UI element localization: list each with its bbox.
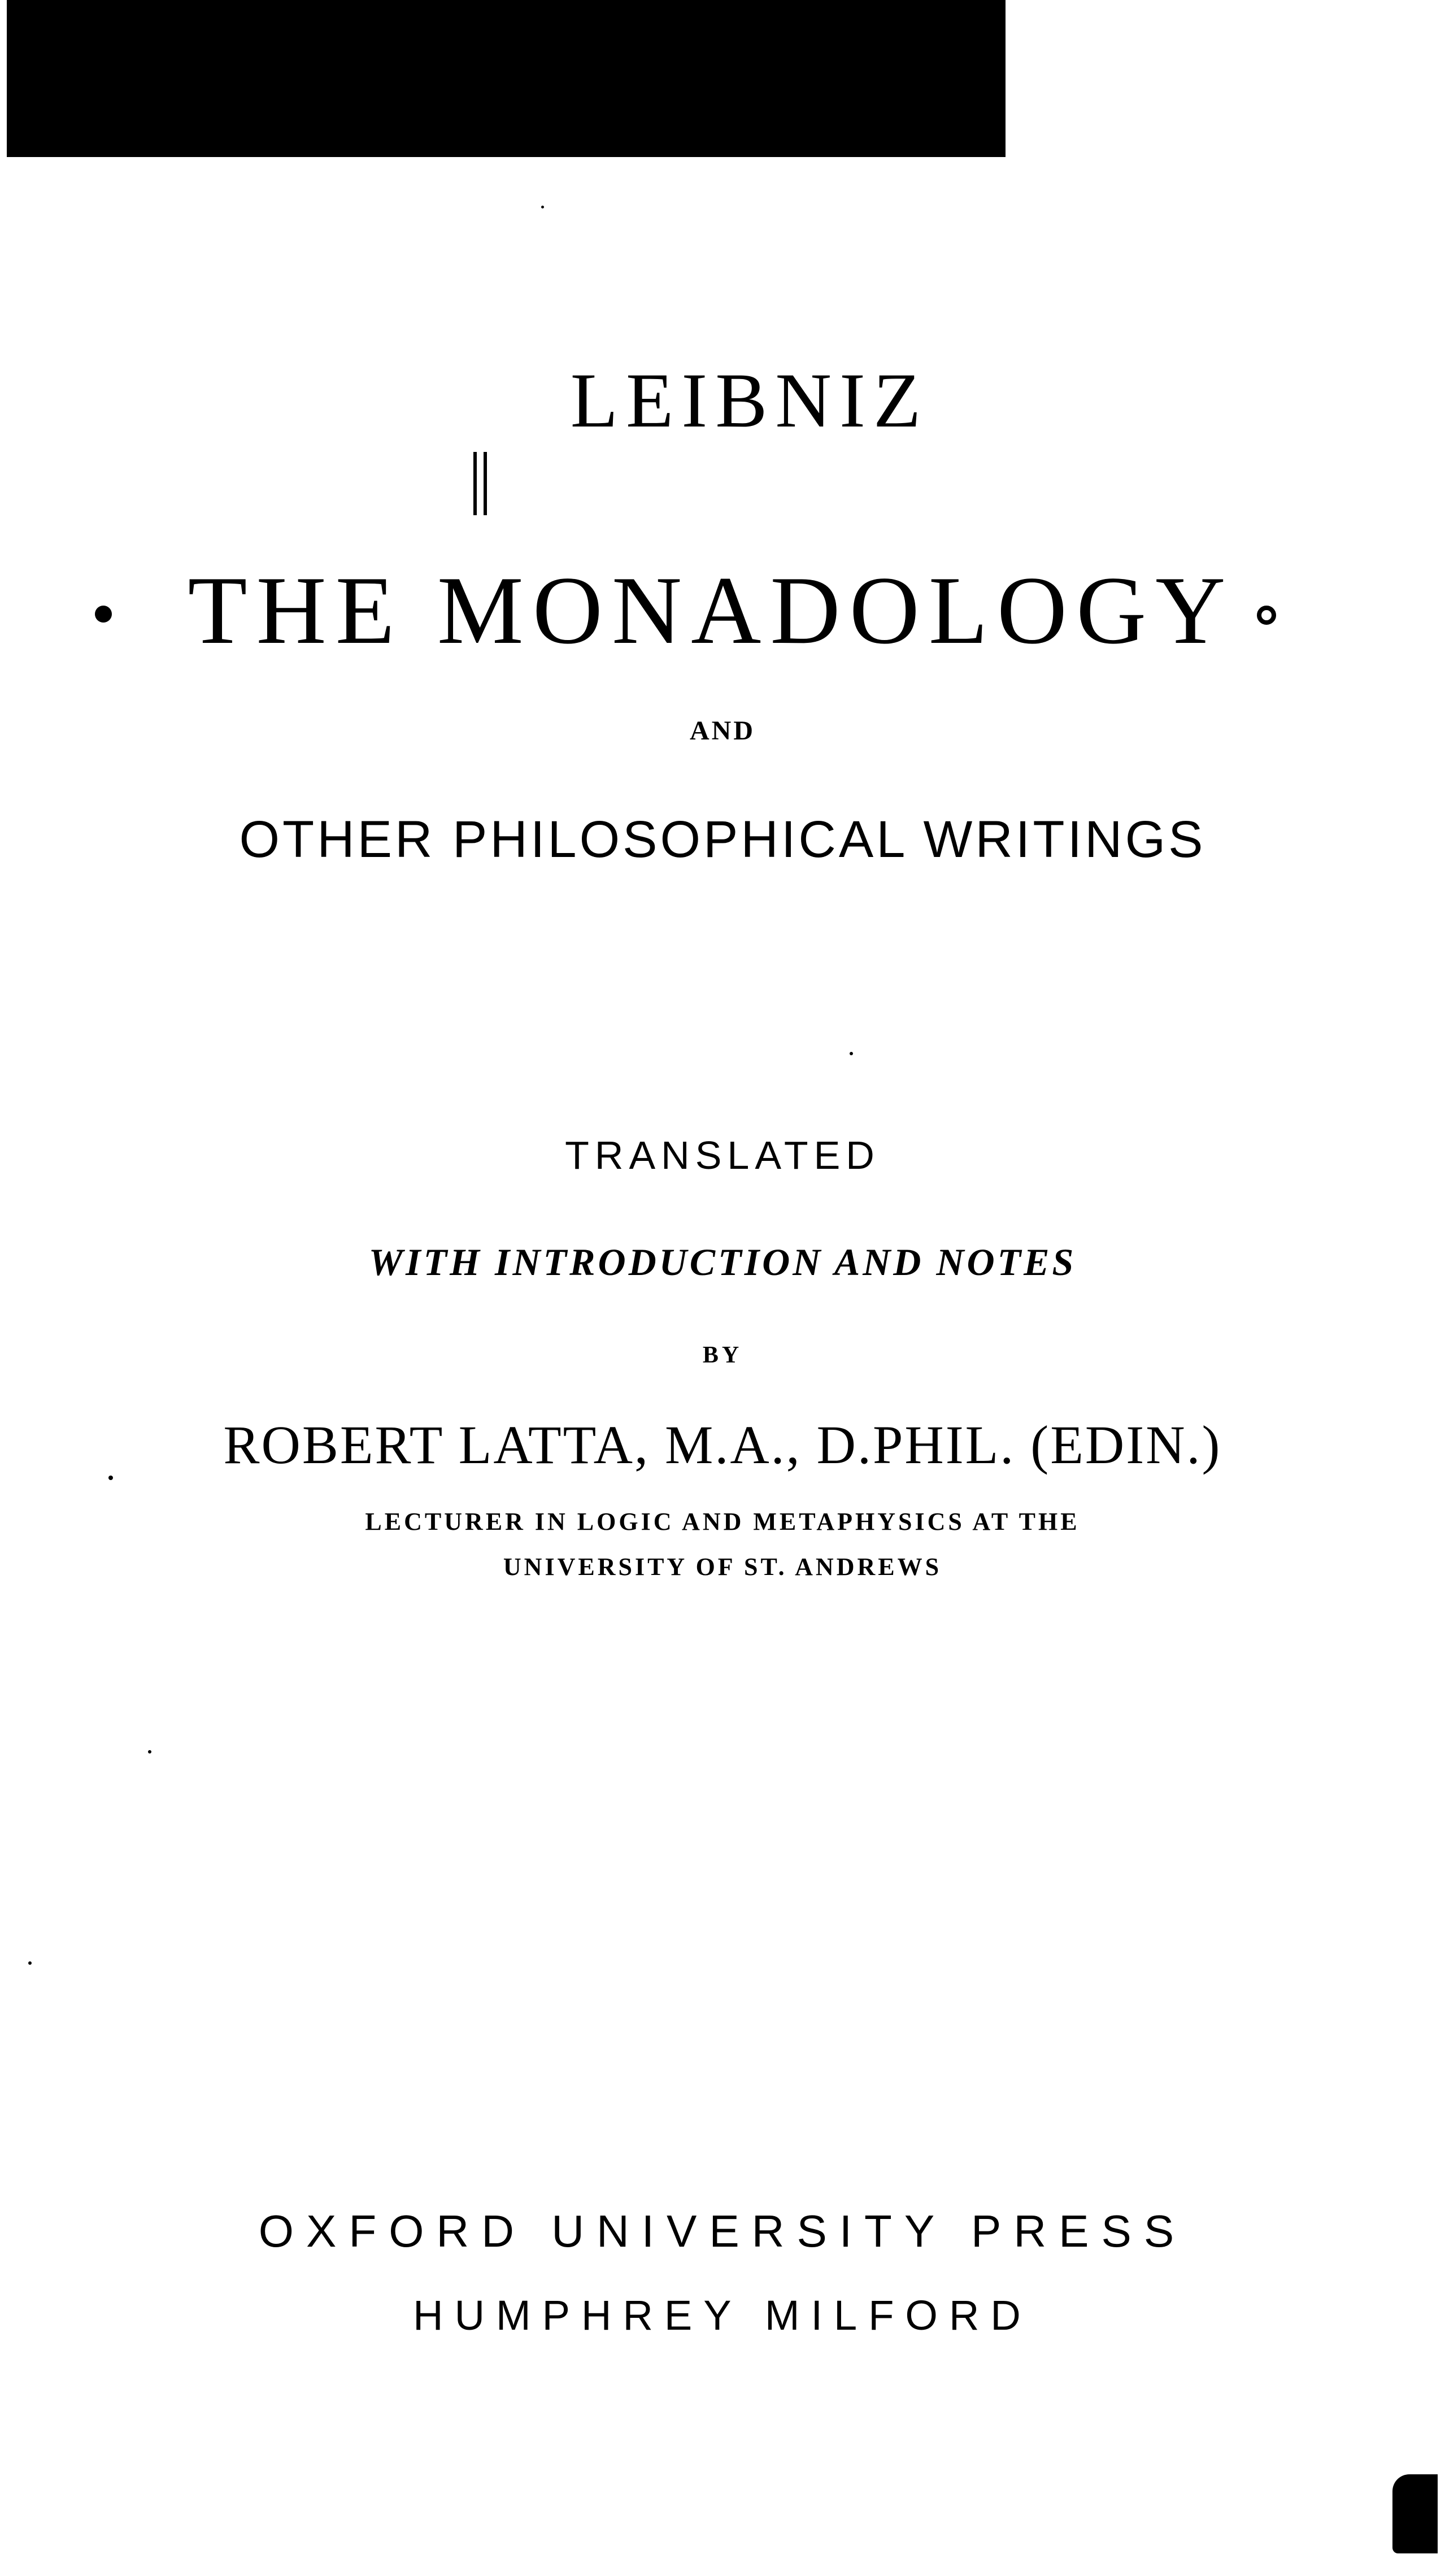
bullet-right-icon [1257, 606, 1276, 625]
speck [28, 1961, 32, 1965]
speck [108, 1476, 113, 1480]
conjunction: AND [690, 716, 755, 746]
shelf-mark [473, 452, 488, 515]
by-label: BY [702, 1342, 743, 1368]
book-subtitle: OTHER PHILOSOPHICAL WRITINGS [239, 811, 1206, 868]
publisher: OXFORD UNIVERSITY PRESS [258, 2206, 1187, 2256]
translator-name: ROBERT LATTA, M.A., D.PHIL. (EDIN.) [223, 1415, 1222, 1475]
affiliation-line-2: UNIVERSITY OF ST. ANDREWS [503, 1553, 942, 1581]
speck [541, 206, 544, 208]
redaction-bar [7, 0, 1006, 157]
speck [148, 1750, 151, 1753]
affiliation-line-1: LECTURER IN LOGIC AND METAPHYSICS AT THE [365, 1508, 1080, 1535]
scan-blot [1392, 2474, 1438, 2553]
imprint: HUMPHREY MILFORD [413, 2292, 1032, 2339]
with-intro-label: WITH INTRODUCTION AND NOTES [368, 1241, 1077, 1283]
book-title: THE MONADOLOGY [188, 557, 1235, 664]
translated-label: TRANSLATED [565, 1133, 880, 1177]
author-name: LEIBNIZ [570, 357, 929, 443]
speck [850, 1052, 853, 1055]
